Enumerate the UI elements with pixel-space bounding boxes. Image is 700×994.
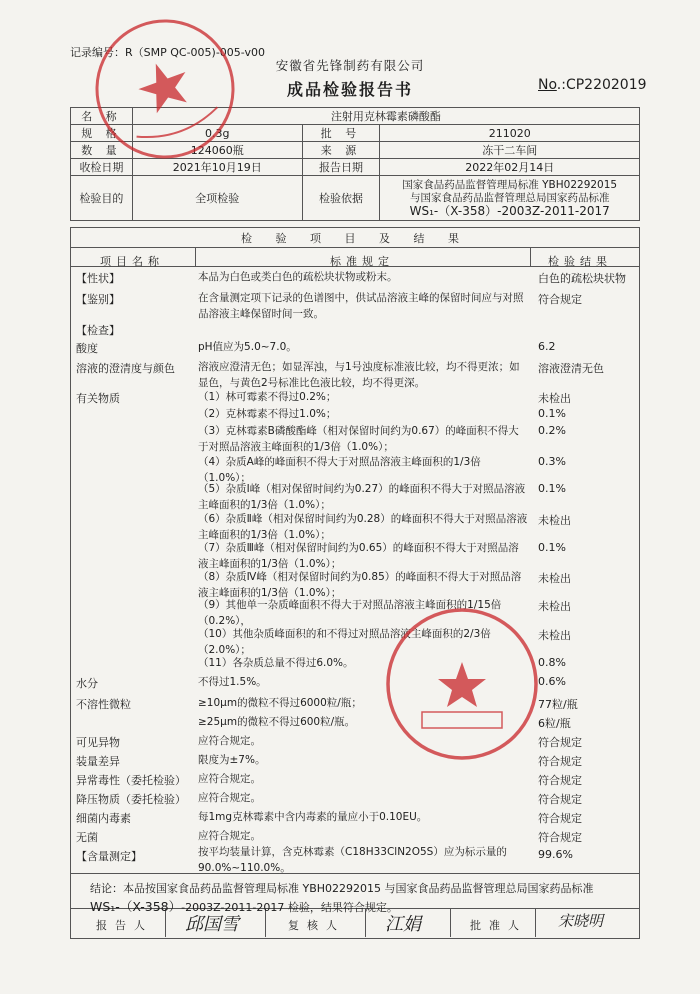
reviewer-label: 复核人: [288, 919, 345, 932]
recv-date-value: 2021年10月19日: [132, 159, 302, 176]
item-result: 0.1%: [538, 407, 566, 420]
item-name: 酸度: [76, 342, 98, 355]
report-date-label: 报告日期: [302, 159, 380, 176]
recv-date-label: 收检日期: [71, 159, 133, 176]
item-standard: （9）其他单一杂质峰面积不得大于对照品溶液主峰面积的1/15倍（0.2%），: [198, 599, 502, 627]
standard-code: WS₁-（X-358）: [90, 899, 182, 914]
item-standard: ≥25μm的微粒不得过600粒/瓶。: [198, 716, 356, 728]
item-result: 符合规定: [538, 793, 582, 806]
item-name: 【鉴别】: [76, 293, 120, 306]
item-standard: pH值应为5.0~7.0。: [198, 341, 297, 353]
record-number: 记录编号：R（SMP QC-005)-005-v00: [70, 46, 265, 59]
report-number-label: No: [538, 77, 557, 93]
approver-label: 批准人: [470, 919, 527, 932]
conclusion: [90, 880, 630, 917]
purpose-value: 全项检验: [132, 176, 302, 221]
report-number: [538, 77, 647, 93]
item-standard: 不得过1.5%。: [198, 676, 267, 688]
item-standard: 应符合规定。: [198, 773, 261, 785]
item-standard: （7）杂质Ⅲ峰（相对保留时间约为0.65）的峰面积不得大于对照品溶液主峰面积的1/3倍（1.0%）；: [198, 542, 519, 570]
item-result: 0.8%: [538, 656, 566, 669]
basis-label: 检验依据: [302, 176, 380, 221]
item-standard: 溶液应澄清无色；如显浑浊，与1号浊度标准液比较，均不得更浓；如显色，与黄色2号标准比色液比较，均不得更深。: [198, 361, 520, 389]
purpose-label: 检验目的: [71, 176, 133, 221]
item-result: 99.6%: [538, 848, 573, 861]
item-standard: 在含量测定项下记录的色谱图中，供试品溶液主峰的保留时间应与对照品溶液主峰保留时间一致。: [198, 292, 524, 320]
item-result: 0.1%: [538, 482, 566, 495]
item-result: 0.3%: [538, 455, 566, 468]
col-std-header: 标准规定: [330, 255, 394, 268]
item-name: 不溶性微粒: [76, 698, 131, 711]
approver-signature: 宋晓明: [558, 912, 604, 930]
item-standard: 应符合规定。: [198, 792, 261, 804]
item-standard: （11）各杂质总量不得过6.0%。: [198, 657, 354, 669]
item-result: 符合规定: [538, 293, 582, 306]
spec-value: 0.3g: [132, 125, 302, 142]
basis-line-1: 国家食品药品监督管理局标准 YBH02292015: [402, 178, 618, 191]
col-item-header: 项目名称: [100, 255, 164, 268]
report-date-value: 2022年02月14日: [380, 159, 640, 176]
company-seal: [90, 14, 240, 164]
item-result: 符合规定: [538, 774, 582, 787]
item-name: 可见异物: [76, 736, 120, 749]
divider: [195, 247, 196, 266]
item-name: 降压物质（委托检验）: [76, 793, 186, 806]
reporter-label: 报告人: [96, 919, 153, 932]
item-standard: （1）林可霉素不得过0.2%；: [198, 391, 337, 403]
batch-value: 211020: [380, 125, 640, 142]
company-name: 安徽省先锋制药有限公司: [275, 58, 425, 73]
item-standard: （10）其他杂质峰面积的和不得过对照品溶液主峰面积的2/3倍（2.0%）；: [198, 628, 491, 656]
item-result: 未检出: [538, 514, 571, 527]
basis-value: [380, 176, 640, 221]
conclusion-line-1: 结论：本品按国家食品药品监督管理局标准 YBH02292015 与国家食品药品监督管理总局国家药品标准: [90, 882, 594, 895]
conclusion-tail: -2003Z-2011-2017 检验，结果符合规定。: [181, 901, 398, 914]
item-standard: （5）杂质Ⅰ峰（相对保留时间约为0.27）的峰面积不得大于对照品溶液主峰面积的1/3倍（1.0%）；: [198, 483, 526, 511]
reporter-signature: 邱国雪: [185, 914, 239, 935]
spec-label: 规 格: [71, 125, 133, 142]
item-standard: 本品为白色或类白色的疏松块状物或粉末。: [198, 271, 398, 283]
item-name: 【含量测定】: [76, 850, 142, 863]
item-standard: 每1mg克林霉素中含内毒素的量应小于0.10EU。: [198, 811, 428, 823]
item-result: 未检出: [538, 600, 571, 613]
item-standard: （8）杂质Ⅳ峰（相对保留时间约为0.85）的峰面积不得大于对照品溶液主峰面积的1/3倍（1.0%）；: [198, 571, 522, 599]
source-label: 来 源: [302, 142, 380, 159]
item-standard: （3）克林霉素B磷酸酯峰（相对保留时间约为0.67）的峰面积不得大于对照品溶液主峰面积的1/3倍（1.0%）；: [198, 425, 519, 453]
item-standard: （4）杂质A峰的峰面积不得大于对照品溶液主峰面积的1/3倍（1.0%）；: [198, 456, 481, 484]
item-result: 未检出: [538, 572, 571, 585]
item-result: 符合规定: [538, 736, 582, 749]
item-result: 未检出: [538, 629, 571, 642]
item-result: 溶液澄清无色: [538, 362, 604, 375]
item-name: 水分: [76, 677, 98, 690]
item-name: 有关物质: [76, 392, 120, 405]
item-standard: 按平均装量计算，含克林霉素（C18H33ClN2O5S）应为标示量的90.0%~110.0%。: [198, 846, 507, 874]
item-standard: （2）克林霉素不得过1.0%；: [198, 408, 337, 420]
item-result: 6.2: [538, 340, 556, 353]
divider: [530, 247, 531, 266]
item-name: 溶液的澄清度与颜色: [76, 362, 175, 375]
item-result: 6粒/瓶: [538, 717, 571, 730]
reviewer-signature: 江娟: [385, 914, 421, 935]
item-name: 【性状】: [76, 272, 120, 285]
item-result: 0.6%: [538, 675, 566, 688]
col-result-header: 检验结果: [548, 255, 612, 268]
distributor-seal: [382, 604, 542, 764]
item-result: 符合规定: [538, 812, 582, 825]
batch-label: 批 号: [302, 125, 380, 142]
product-name: 注射用克林霉素磷酸酯: [132, 108, 639, 125]
item-standard: 限度为±7%。: [198, 754, 266, 766]
item-result: 0.2%: [538, 424, 566, 437]
item-result: 符合规定: [538, 755, 582, 768]
item-result: 未检出: [538, 392, 571, 405]
item-name: 细菌内毒素: [76, 812, 131, 825]
conclusion-line-2: [90, 898, 630, 917]
item-result: 77粒/瓶: [538, 698, 578, 711]
item-result: 符合规定: [538, 831, 582, 844]
report-title: 成品检验报告书: [286, 80, 413, 99]
divider: [70, 247, 640, 248]
item-name: 装量差异: [76, 755, 120, 768]
qty-label: 数 量: [71, 142, 133, 159]
section-title: 检 验 项 目 及 结 果: [241, 232, 469, 245]
item-name: 【检查】: [76, 324, 120, 337]
basis-line-2: 与国家食品药品监督管理总局国家药品标准: [409, 191, 610, 204]
qty-value: 124060瓶: [132, 142, 302, 159]
report-number-value: .:CP2202019: [556, 77, 647, 93]
name-label: 名 称: [71, 108, 133, 125]
item-standard: ≥10μm的微粒不得过6000粒/瓶；: [198, 697, 362, 709]
source-value: 冻干二车间: [380, 142, 640, 159]
item-standard: 应符合规定。: [198, 735, 261, 747]
item-standard: 应符合规定。: [198, 830, 261, 842]
basis-line-3: WS₁-（X-358）-2003Z-2011-2017: [409, 203, 610, 218]
item-standard: （6）杂质Ⅱ峰（相对保留时间约为0.28）的峰面积不得大于对照品溶液主峰面积的1/3倍（1.0%）；: [198, 513, 528, 541]
item-result: 白色的疏松块状物: [538, 272, 626, 285]
item-name: 异常毒性（委托检验）: [76, 774, 186, 787]
item-name: 无菌: [76, 831, 98, 844]
item-result: 0.1%: [538, 541, 566, 554]
